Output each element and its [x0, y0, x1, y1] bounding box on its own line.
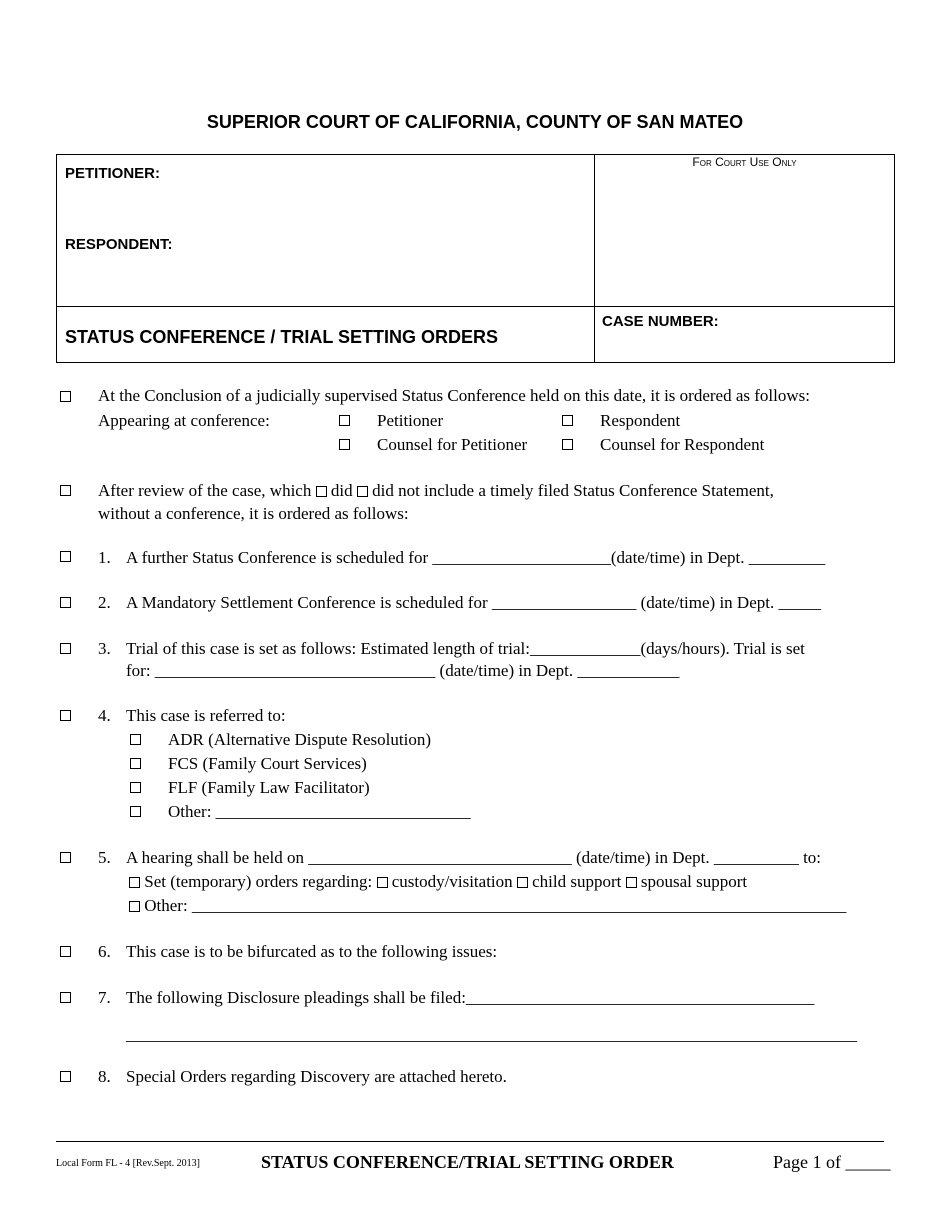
caption-vertical-divider — [594, 154, 595, 363]
item-1-number: 1. — [98, 548, 111, 567]
adr-option: ADR (Alternative Dispute Resolution) — [168, 730, 431, 749]
item-7-text: The following Disclosure pleadings shall be filed:_________________________________________ — [126, 988, 815, 1007]
item-5-number: 5. — [98, 848, 111, 867]
spousal-support-checkbox[interactable] — [626, 877, 637, 888]
referral-other-option: Other: ______________________________ — [168, 802, 471, 821]
flf-option: FLF (Family Law Facilitator) — [168, 778, 370, 797]
hearing-other-text: Other: _____________________________________________________________________________ — [144, 896, 847, 915]
court-use-label: For Court Use Only — [692, 155, 797, 169]
item-4-text: This case is referred to: — [126, 706, 286, 725]
fcs-option: FCS (Family Court Services) — [168, 754, 367, 773]
did-checkbox[interactable] — [316, 486, 327, 497]
item-2-text: A Mandatory Settlement Conference is scheduled for _________________ (date/time) in Dept. _____ — [126, 593, 821, 612]
item-8-checkbox[interactable] — [60, 1071, 71, 1082]
fcs-checkbox[interactable] — [130, 758, 141, 769]
referral-other-checkbox[interactable] — [130, 806, 141, 817]
adr-checkbox[interactable] — [130, 734, 141, 745]
child-support-checkbox[interactable] — [517, 877, 528, 888]
conclusion-checkbox[interactable] — [60, 391, 71, 402]
custody-text: custody/visitation — [391, 872, 513, 891]
item-8-number: 8. — [98, 1067, 111, 1086]
did-not-checkbox[interactable] — [357, 486, 368, 497]
item-6-checkbox[interactable] — [60, 946, 71, 957]
review-line-2: without a conference, it is ordered as follows: — [98, 504, 409, 523]
did-not-text: did not include a timely filed Status Conference Statement, — [372, 481, 774, 500]
review-line-1 — [98, 481, 774, 501]
respondent-label: RESPONDENT: — [65, 236, 173, 253]
form-title: STATUS CONFERENCE / TRIAL SETTING ORDERS — [65, 327, 499, 347]
set-orders-checkbox[interactable] — [129, 877, 140, 888]
item-3-line-2: for: _________________________________ (date/time) in Dept. ____________ — [126, 661, 680, 680]
item-3-checkbox[interactable] — [60, 643, 71, 654]
caption-horizontal-divider — [56, 306, 895, 307]
spousal-support-text: spousal support — [640, 872, 748, 891]
review-pre-text: After review of the case, which — [98, 481, 312, 500]
case-number-label: CASE NUMBER: — [602, 313, 719, 330]
respondent-option: Respondent — [600, 411, 681, 430]
review-checkbox[interactable] — [60, 485, 71, 496]
set-orders-text: Set (temporary) orders regarding: — [144, 872, 373, 891]
item-7-line-2: ______________________________________________________________________________________ — [126, 1025, 857, 1044]
petitioner-label: PETITIONER: — [65, 165, 161, 182]
item-3-number: 3. — [98, 639, 111, 658]
item-5-line-2 — [129, 872, 747, 892]
respondent-checkbox[interactable] — [562, 415, 573, 426]
appearing-label: Appearing at conference: — [98, 411, 270, 430]
item-4-number: 4. — [98, 706, 111, 725]
footer-page: Page 1 of _____ — [773, 1152, 891, 1172]
conclusion-text: At the Conclusion of a judicially supervised Status Conference held on this date, it is ordered as follows: — [98, 386, 810, 405]
item-1-text: A further Status Conference is scheduled for _____________________(date/time) in Dept. _________ — [126, 548, 826, 567]
item-5-checkbox[interactable] — [60, 852, 71, 863]
footer-rule — [56, 1141, 884, 1142]
counsel-respondent-checkbox[interactable] — [562, 439, 573, 450]
item-2-number: 2. — [98, 593, 111, 612]
counsel-petitioner-option: Counsel for Petitioner — [377, 435, 528, 454]
child-support-text: child support — [532, 872, 622, 891]
counsel-respondent-option: Counsel for Respondent — [600, 435, 765, 454]
item-3-line-1: Trial of this case is set as follows: Estimated length of trial:_____________(days/hours). Trial is set — [126, 639, 805, 658]
item-8-text: Special Orders regarding Discovery are attached hereto. — [126, 1067, 507, 1086]
flf-checkbox[interactable] — [130, 782, 141, 793]
counsel-petitioner-checkbox[interactable] — [339, 439, 350, 450]
item-6-number: 6. — [98, 942, 111, 961]
footer-title: STATUS CONFERENCE/TRIAL SETTING ORDER — [261, 1152, 674, 1172]
item-4-checkbox[interactable] — [60, 710, 71, 721]
item-7-number: 7. — [98, 988, 111, 1007]
item-7-checkbox[interactable] — [60, 992, 71, 1003]
footer-form-id: Local Form FL - 4 [Rev.Sept. 2013] — [56, 1158, 200, 1169]
item-6-text: This case is to be bifurcated as to the following issues: — [126, 942, 498, 961]
item-5-line-3 — [129, 896, 846, 916]
did-text: did — [330, 481, 353, 500]
petitioner-checkbox[interactable] — [339, 415, 350, 426]
item-1-checkbox[interactable] — [60, 551, 71, 562]
court-title: SUPERIOR COURT OF CALIFORNIA, COUNTY OF SAN MATEO — [206, 112, 744, 132]
hearing-other-checkbox[interactable] — [129, 901, 140, 912]
custody-checkbox[interactable] — [377, 877, 388, 888]
petitioner-option: Petitioner — [377, 411, 444, 430]
item-5-line-1: A hearing shall be held on _______________________________ (date/time) in Dept. __________ to: — [126, 848, 822, 867]
item-2-checkbox[interactable] — [60, 597, 71, 608]
